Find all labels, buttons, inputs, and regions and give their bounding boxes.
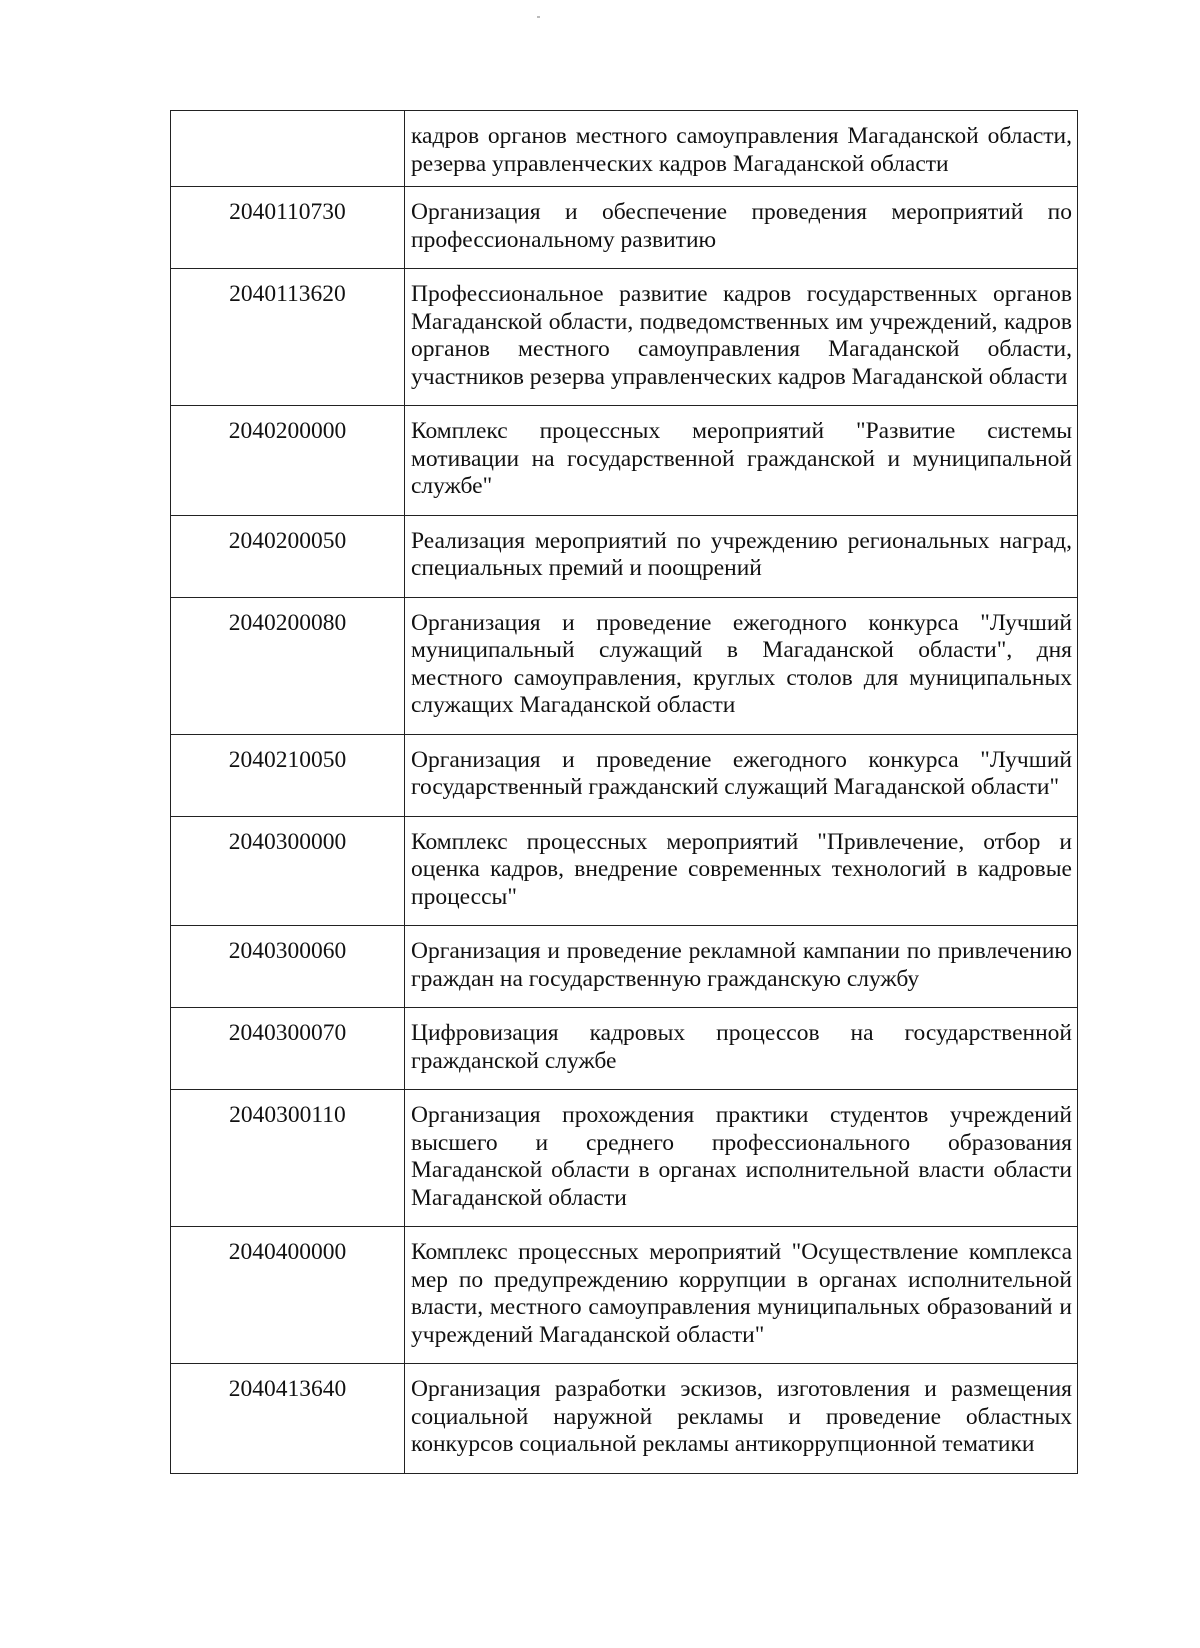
code-cell: 2040110730 xyxy=(171,187,405,269)
description-cell: Организация и проведение рекламной кампании по привлечению граждан на государственную гражданскую службу xyxy=(405,926,1078,1008)
code-cell: 2040413640 xyxy=(171,1364,405,1474)
code-cell: 2040300070 xyxy=(171,1008,405,1090)
description-cell: Организация разработки эскизов, изготовления и размещения социальной наружной рекламы и проведение областных конкурсов социальной рекламы антикоррупционной тематики xyxy=(405,1364,1078,1474)
table-row xyxy=(171,816,1078,926)
description-cell: Цифровизация кадровых процессов на государственной гражданской службе xyxy=(405,1008,1078,1090)
code-cell: 2040300000 xyxy=(171,816,405,926)
table-row xyxy=(171,597,1078,734)
code-cell: 2040200050 xyxy=(171,515,405,597)
code-cell: 2040300110 xyxy=(171,1090,405,1227)
budget-code-table xyxy=(170,110,1078,1474)
description-cell: кадров органов местного самоуправления Магаданской области, резерва управленческих кадров Магаданской области xyxy=(405,111,1078,187)
description-cell: Организация прохождения практики студентов учреждений высшего и среднего профессионального образования Магаданской области в органах исполнительной власти области Магаданской области xyxy=(405,1090,1078,1227)
code-cell: 2040400000 xyxy=(171,1227,405,1364)
table-row xyxy=(171,1090,1078,1227)
code-cell: 2040210050 xyxy=(171,734,405,816)
description-cell: Организация и проведение ежегодного конкурса "Лучший государственный гражданский служащий Магаданской области" xyxy=(405,734,1078,816)
scan-mark xyxy=(537,16,540,18)
table-row xyxy=(171,1227,1078,1364)
table-row xyxy=(171,1364,1078,1474)
table-row xyxy=(171,406,1078,516)
description-cell: Организация и обеспечение проведения мероприятий по профессиональному развитию xyxy=(405,187,1078,269)
table-row xyxy=(171,187,1078,269)
code-cell xyxy=(171,111,405,187)
description-cell: Комплекс процессных мероприятий "Привлечение, отбор и оценка кадров, внедрение современных технологий в кадровые процессы" xyxy=(405,816,1078,926)
description-cell: Комплекс процессных мероприятий "Осуществление комплекса мер по предупреждению коррупции в органах исполнительной власти, местного самоуправления муниципальных образований и учреждений Магаданской области" xyxy=(405,1227,1078,1364)
table-row xyxy=(171,1008,1078,1090)
table-row xyxy=(171,734,1078,816)
description-cell: Организация и проведение ежегодного конкурса "Лучший муниципальный служащий в Магаданской области", дня местного самоуправления, круглых столов для муниципальных служащих Магаданской области xyxy=(405,597,1078,734)
code-cell: 2040200080 xyxy=(171,597,405,734)
code-cell: 2040113620 xyxy=(171,269,405,406)
table-row xyxy=(171,269,1078,406)
code-cell: 2040200000 xyxy=(171,406,405,516)
table-row xyxy=(171,111,1078,187)
code-cell: 2040300060 xyxy=(171,926,405,1008)
table-row xyxy=(171,515,1078,597)
description-cell: Реализация мероприятий по учреждению региональных наград, специальных премий и поощрений xyxy=(405,515,1078,597)
description-cell: Профессиональное развитие кадров государственных органов Магаданской области, подведомственных им учреждений, кадров органов местного самоуправления Магаданской области, участников резерва управленческих кадров Магаданской области xyxy=(405,269,1078,406)
table-row xyxy=(171,926,1078,1008)
description-cell: Комплекс процессных мероприятий "Развитие системы мотивации на государственной гражданской и муниципальной службе" xyxy=(405,406,1078,516)
